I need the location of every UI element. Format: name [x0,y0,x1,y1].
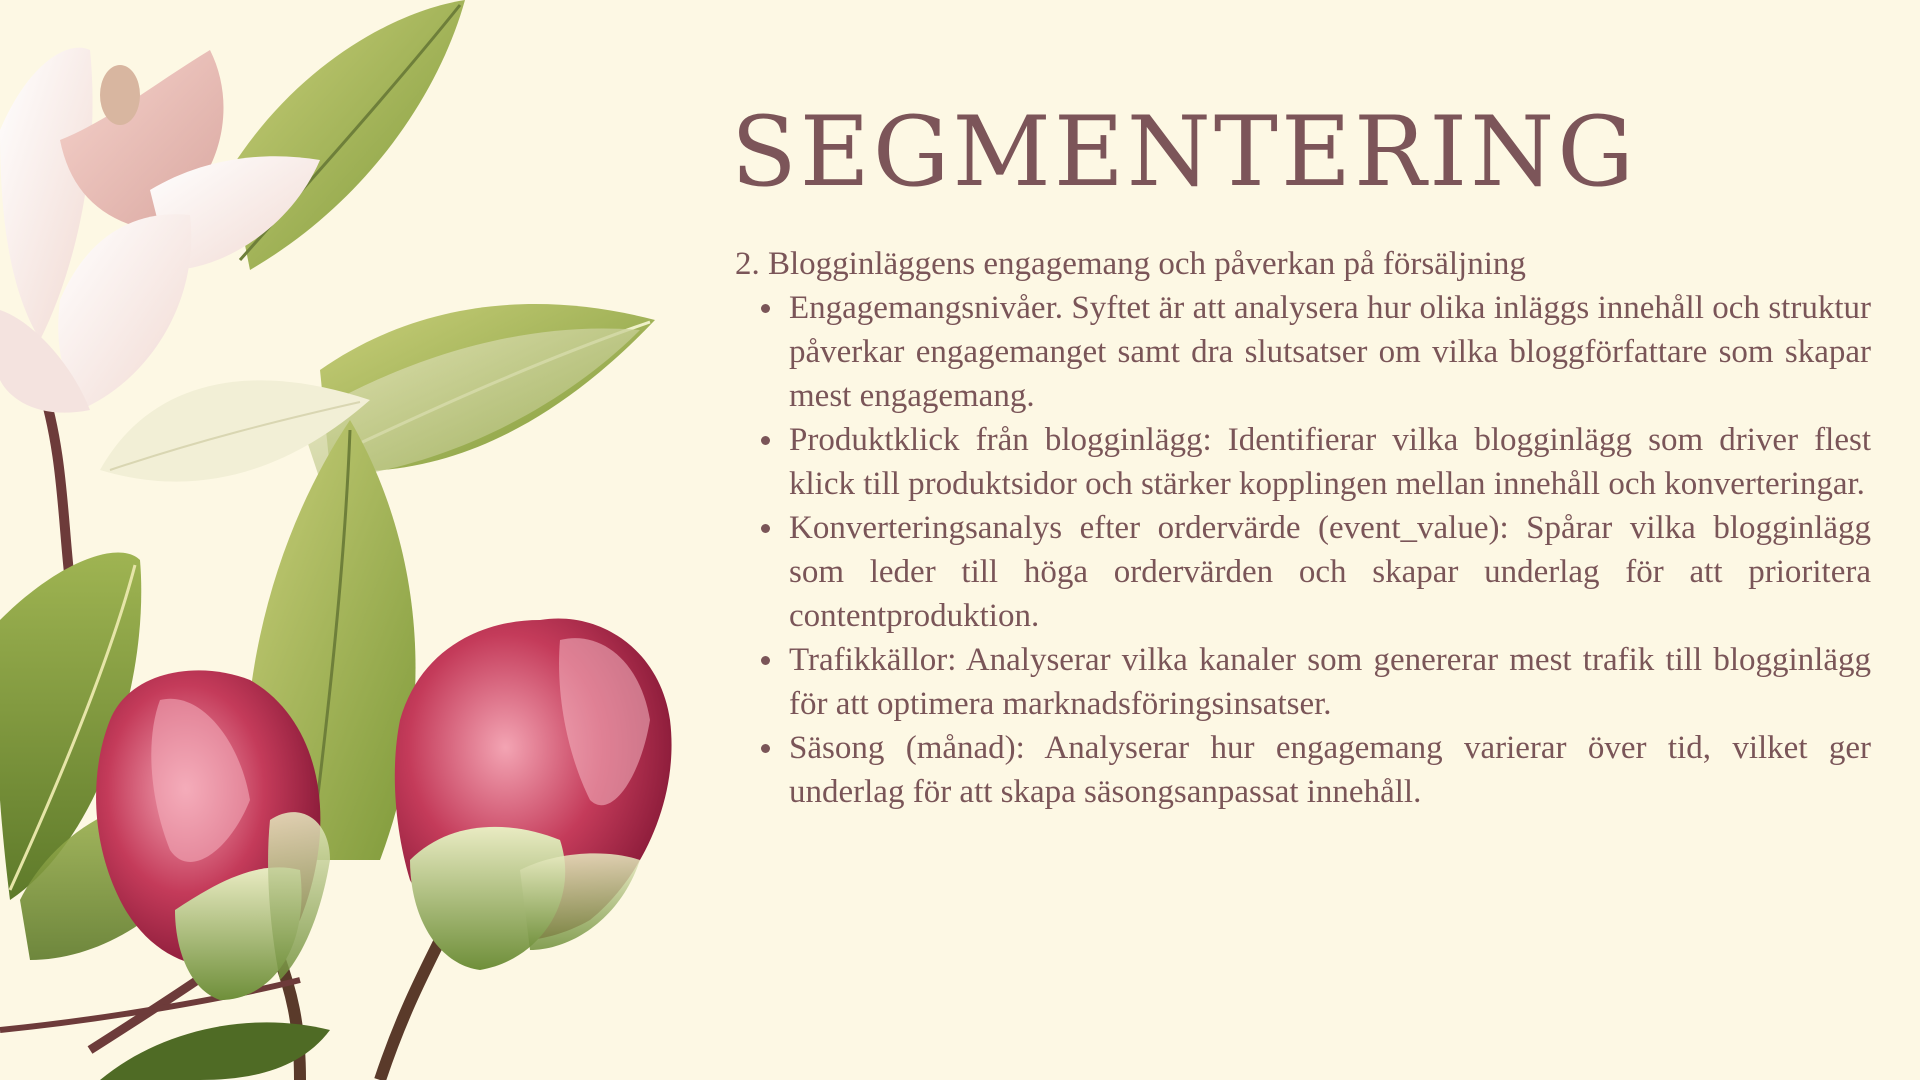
section-heading: 2. Blogginläggens engagemang och påverkan på försäljning [735,245,1526,282]
content-area [731,96,1871,814]
bullet-item: Trafikkällor: Analyserar vilka kanaler som genererar mest trafik till blogginlägg för att optimera marknadsföringsinsatser. [789,638,1871,726]
slide-title: SEGMENTERING [731,96,1637,208]
bullet-item: Konverteringsanalys efter ordervärde (event_value): Spårar vilka blogginlägg som leder till höga ordervärden och skapar underlag för att prioritera contentproduktion. [789,506,1871,638]
bullet-item: Säsong (månad): Analyserar hur engagemang varierar över tid, vilket ger underlag för att skapa säsongsanpassat innehåll. [789,726,1871,814]
bullet-item: Produktklick från blogginlägg: Identifierar vilka blogginlägg som driver flest klick till produktsidor och stärker kopplingen mellan innehåll och konverteringar. [789,418,1871,506]
bullet-list [735,286,1871,814]
magnolia-illustration [0,0,700,1080]
bullet-item: Engagemangsnivåer. Syftet är att analysera hur olika inläggs innehåll och struktur påverkar engagemanget samt dra slutsatser om vilka bloggförfattare som skapar mest engagemang. [789,286,1871,418]
